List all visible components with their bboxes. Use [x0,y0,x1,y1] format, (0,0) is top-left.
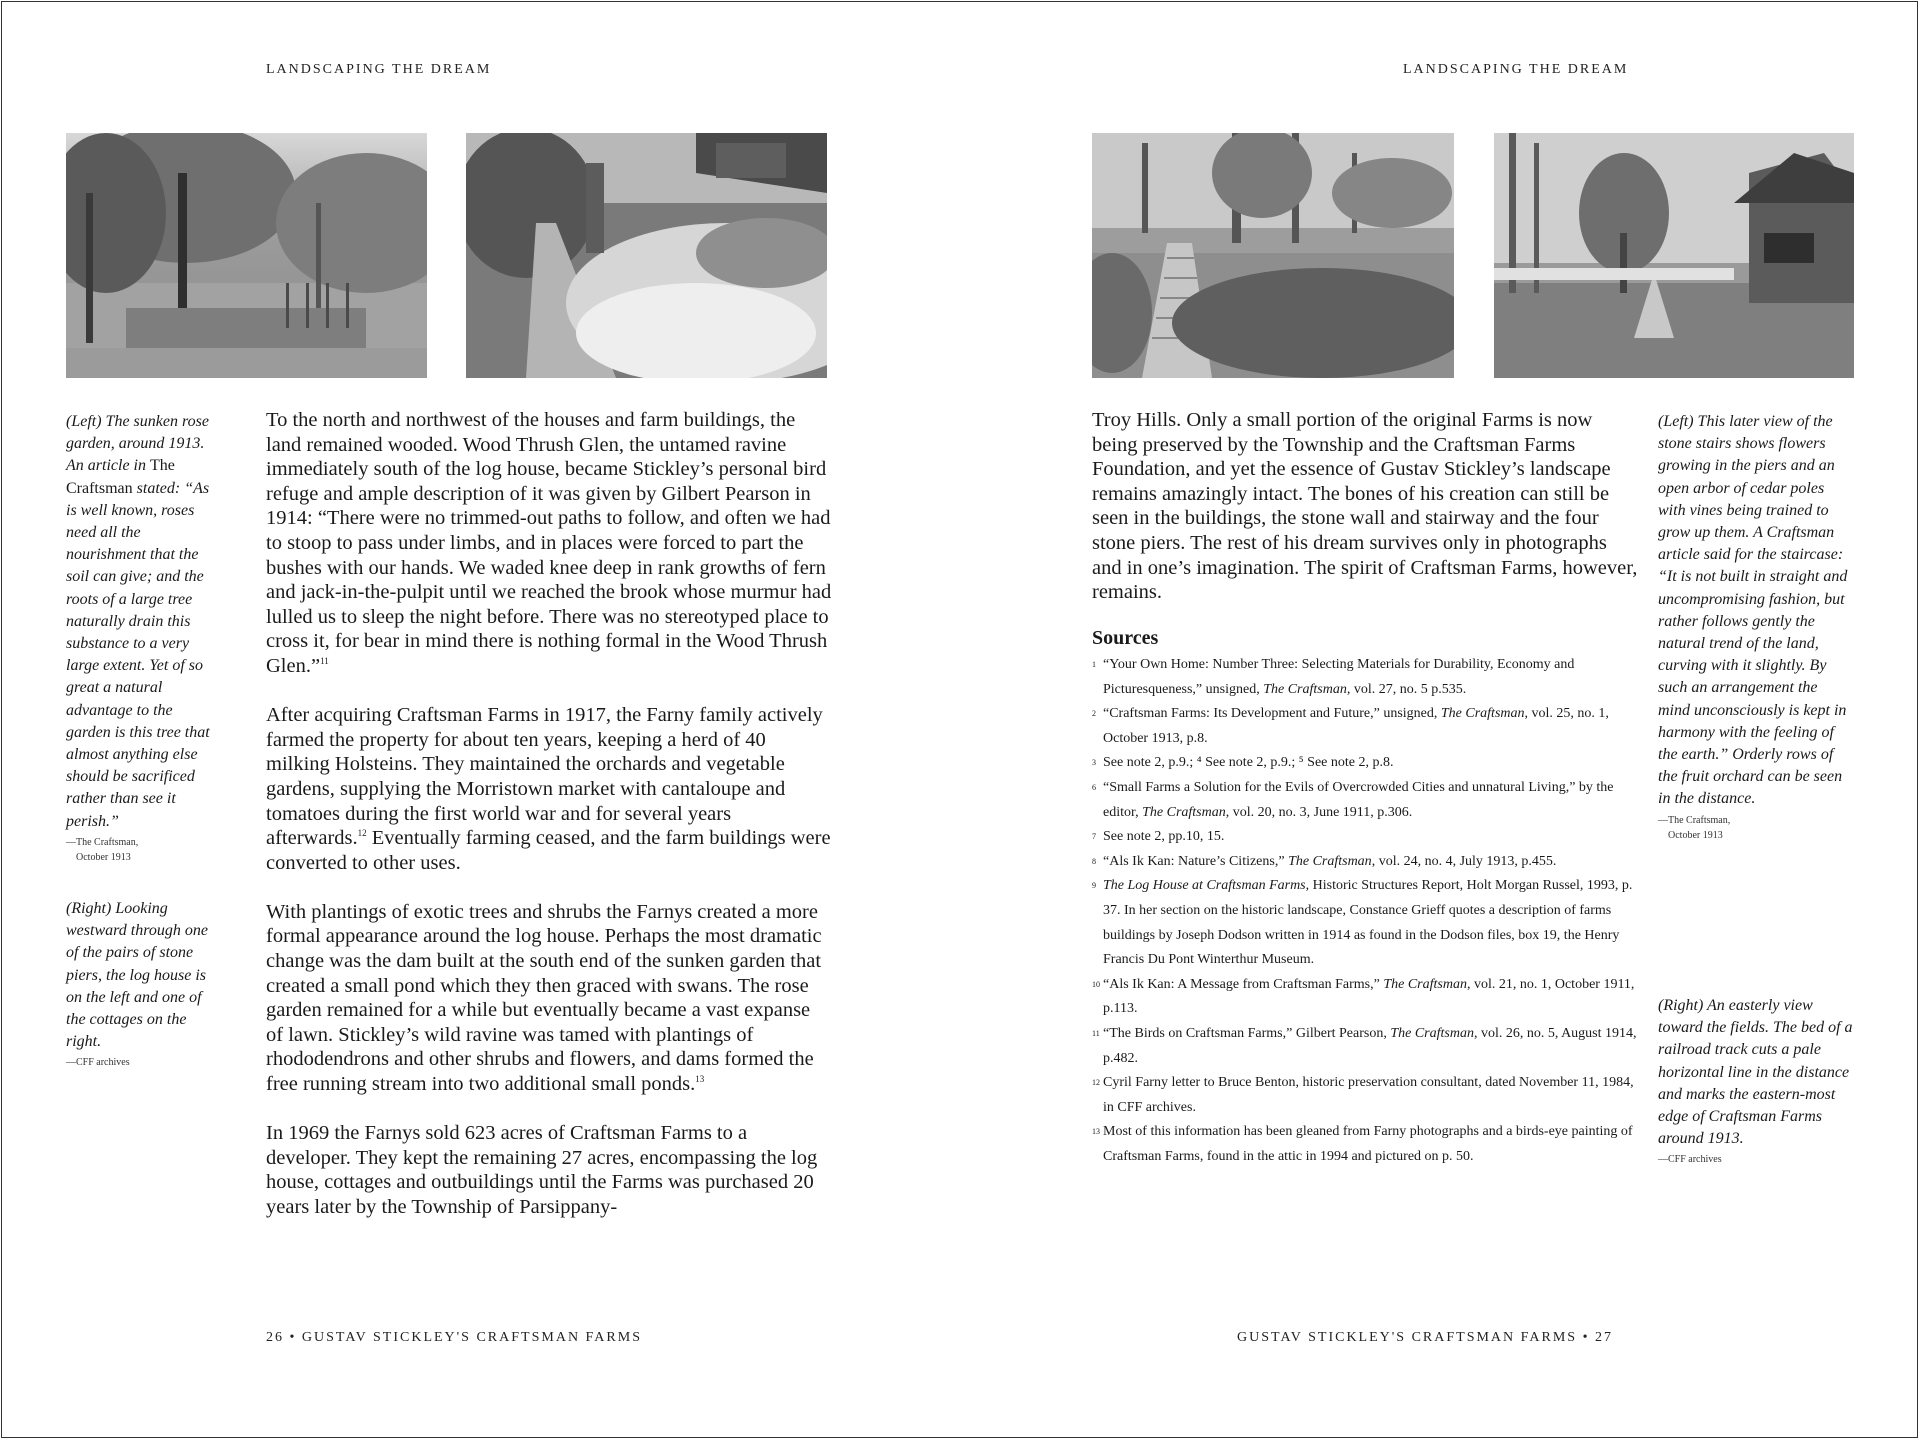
sources-list [1092,653,1638,1169]
caption-source: —The Craftsman, [1658,814,1731,826]
caption-text: (Left) The sunken rose garden, around 1913. An article in [66,413,209,475]
note-number: 7 [1092,832,1096,842]
note-number: 1 [1092,660,1096,669]
sources-heading: Sources [1092,627,1159,649]
note-text: See note 2, p.9.; ⁴ See note 2, p.9.; ⁵ See note 2, p.8. [1103,755,1394,771]
note-text: “Craftsman Farms: Its Development and Future,” unsigned, The Craftsman, vol. 25, no. 1, October 1913, p.8. [1103,706,1609,746]
note-number: 10 [1092,979,1100,989]
right-caption-right [1658,995,1853,1167]
caption-text: (Right) Looking westward through one of the pairs of stone piers, the log house is on the left and one of the cottages on the right. [66,900,208,1051]
source-note [1092,874,1638,972]
left-body-text [266,408,832,1244]
note-number: 12 [1092,1078,1100,1088]
paragraph: In 1969 the Farnys sold 623 acres of Craftsman Farms to a developer. They kept the remaining 27 acres, encompassing the log house, cottages and outbuildings until the Farms was purchased 20 years later by the Township of Parsippany- [266,1122,818,1218]
note-text: The Log House at Craftsman Farms, Historic Structures Report, Holt Morgan Russel, 1993, p. 37. In her section on the historic landscape, Constance Grieff quotes a description of farms buildings by Joseph Dodson written in 1914 as found in the Dodson files, box 19, the Henry Francis Du Pont Winterthur Museum. [1103,878,1633,968]
source-note [1092,973,1638,1022]
left-folio: 26 • GUSTAV STICKLEY'S CRAFTSMAN FARMS [266,1330,642,1345]
left-caption-left [66,411,216,865]
source-note [1092,776,1638,825]
note-text: Most of this information has been gleaned from Farny photographs and a birds-eye painting of Craftsman Farms, found in the attic in 1994 and pictured on p. 50. [1103,1124,1633,1164]
caption-source: —The Craftsman, [66,836,139,848]
caption-text: (Right) An easterly view toward the fields. The bed of a railroad track cuts a pale horizontal line in the distance and marks the eastern-most edge of Craftsman Farms around 1913. [1658,997,1853,1148]
caption-publication: The Craftsman [66,457,175,497]
paragraph: After acquiring Craftsman Farms in 1917, the Farny family actively farmed the property for about ten years, keeping a herd of 40 milking Holsteins. They maintained the orchards and vegetable gardens, supplying the Morristown market with cantaloupe and tomatoes during the first world war and for several years afterwards.$^{12}$ Eventually farming ceased, and the farm buildings were converted to other uses. [266,704,831,874]
note-text: “Your Own Home: Number Three: Selecting Materials for Durability, Economy and Picturesqueness,” unsigned, The Craftsman, vol. 27, no. 5 p.535. [1103,657,1575,697]
caption-source: —CFF archives [1658,1154,1722,1166]
right-running-head: LANDSCAPING THE DREAM [1403,62,1629,77]
note-text: “The Birds on Craftsman Farms,” Gilbert Pearson, The Craftsman, vol. 26, no. 5, August 1914, p.482. [1103,1025,1637,1066]
photo-stone-stairs [1092,133,1454,378]
note-number: 9 [1092,881,1096,891]
note-text: See note 2, pp.10, 15. [1103,829,1225,845]
source-note [1092,1120,1638,1169]
note-number: 6 [1092,782,1096,792]
caption-source-date: October 1913 [1668,829,1723,841]
note-text: Cyril Farny letter to Bruce Benton, historic preservation consultant, dated November 11, 1984, in CFF archives. [1103,1075,1634,1115]
left-caption-right [66,898,216,1070]
caption-source: —CFF archives [66,1057,130,1069]
caption-source-date: October 1913 [76,851,131,863]
source-note [1092,653,1638,702]
source-note [1092,751,1638,776]
source-note [1092,1071,1638,1120]
right-body-text [1092,408,1638,629]
paragraph: Troy Hills. Only a small portion of the original Farms is now being preserved by the Township and the Craftsman Farms Foundation, and yet the essence of Gustav Stickley’s landscape remains amazingly intact. The bones of his creation can still be seen in the buildings, the stone wall and stairway and the four stone piers. The rest of his dream survives only in photographs and in one’s imagination. The spirit of Craftsman Farms, however, remains. [1092,409,1638,604]
left-running-head: LANDSCAPING THE DREAM [266,62,492,77]
note-text: “Small Farms a Solution for the Evils of Overcrowded Cities and unnatural Living,” by the editor, The Craftsman, vol. 20, no. 3, June 1911, p.306. [1103,779,1614,820]
paragraph: With plantings of exotic trees and shrubs the Farnys created a more formal appearance around the log house. Perhaps the most dramatic change was the dam built at the south end of the sunken garden that created a small pond which they then graced with swans. The rose garden remained for a while but eventually became a vast expanse of lawn. Stickley’s wild ravine was tamed with plantings of rhododendrons and other shrubs and flowers, and dams formed the free running stream into two additional small ponds.$^{13}$ [266,900,822,1096]
note-number: 3 [1092,758,1096,768]
caption-text: (Left) This later view of the stone stairs shows flowers growing in the piers and an open arbor of cedar poles with vines being trained to grow up them. A Craftsman article said for the staircase: “It is not built in straight and uncompromising fashion, but rather follows gently the natural trend of the land, curving with it slightly. By such an arrangement the mind unconsciously is kept in harmony with the feeling of the earth.” Orderly rows of the fruit orchard can be seen in the distance. [1658,413,1848,808]
source-note [1092,825,1638,850]
footnote-ref: 12 [357,828,367,839]
right-caption-left [1658,411,1853,843]
photo-stone-piers-path [466,133,827,378]
note-number: 8 [1092,856,1096,866]
footnote-ref: 13 [695,1074,705,1085]
photo-sunken-rose-garden [66,133,427,378]
source-note [1092,1022,1638,1071]
note-text: “Als Ik Kan: Nature’s Citizens,” The Craftsman, vol. 24, no. 4, July 1913, p.455. [1103,853,1557,869]
source-note [1092,702,1638,751]
right-folio: GUSTAV STICKLEY'S CRAFTSMAN FARMS • 27 [1237,1330,1613,1345]
paragraph: To the north and northwest of the houses and farm buildings, the land remained wooded. Wood Thrush Glen, the untamed ravine immediately south of the log house, became Stickley’s personal bird refuge and ample description of it was given by Gilbert Pearson in 1914: “There were no trimmed-out paths to follow, and often we had to stoop to pass under limbs, and in places were forced to part the bushes with our hands. We waded knee deep in rank growths of fern and jack-in-the-pulpit until we reached the brook whose murmur had lulled us to sleep the night before. There was no stereotyped place to cross it, for bear in mind there is nothing formal in the Wood Thrush Glen.”$^{11}$ [266,409,832,677]
note-number: 13 [1092,1127,1100,1137]
caption-quote: stated: “As is well known, roses need all the nourishment that the soil can give; and the roots of a large tree naturally drain this substance to a very large extent. Yet of so great a natural advantage to the garden is this tree that almost anything else should be sacrificed rather than see it perish.” [66,479,210,830]
note-number: 11 [1092,1028,1100,1038]
photo-easterly-view [1494,133,1854,378]
note-text: “Als Ik Kan: A Message from Craftsman Farms,” The Craftsman, vol. 21, no. 1, October 1911, p.113. [1103,976,1635,1017]
source-note [1092,850,1638,875]
note-number: 2 [1092,709,1096,719]
footnote-ref: 11 [320,656,329,667]
